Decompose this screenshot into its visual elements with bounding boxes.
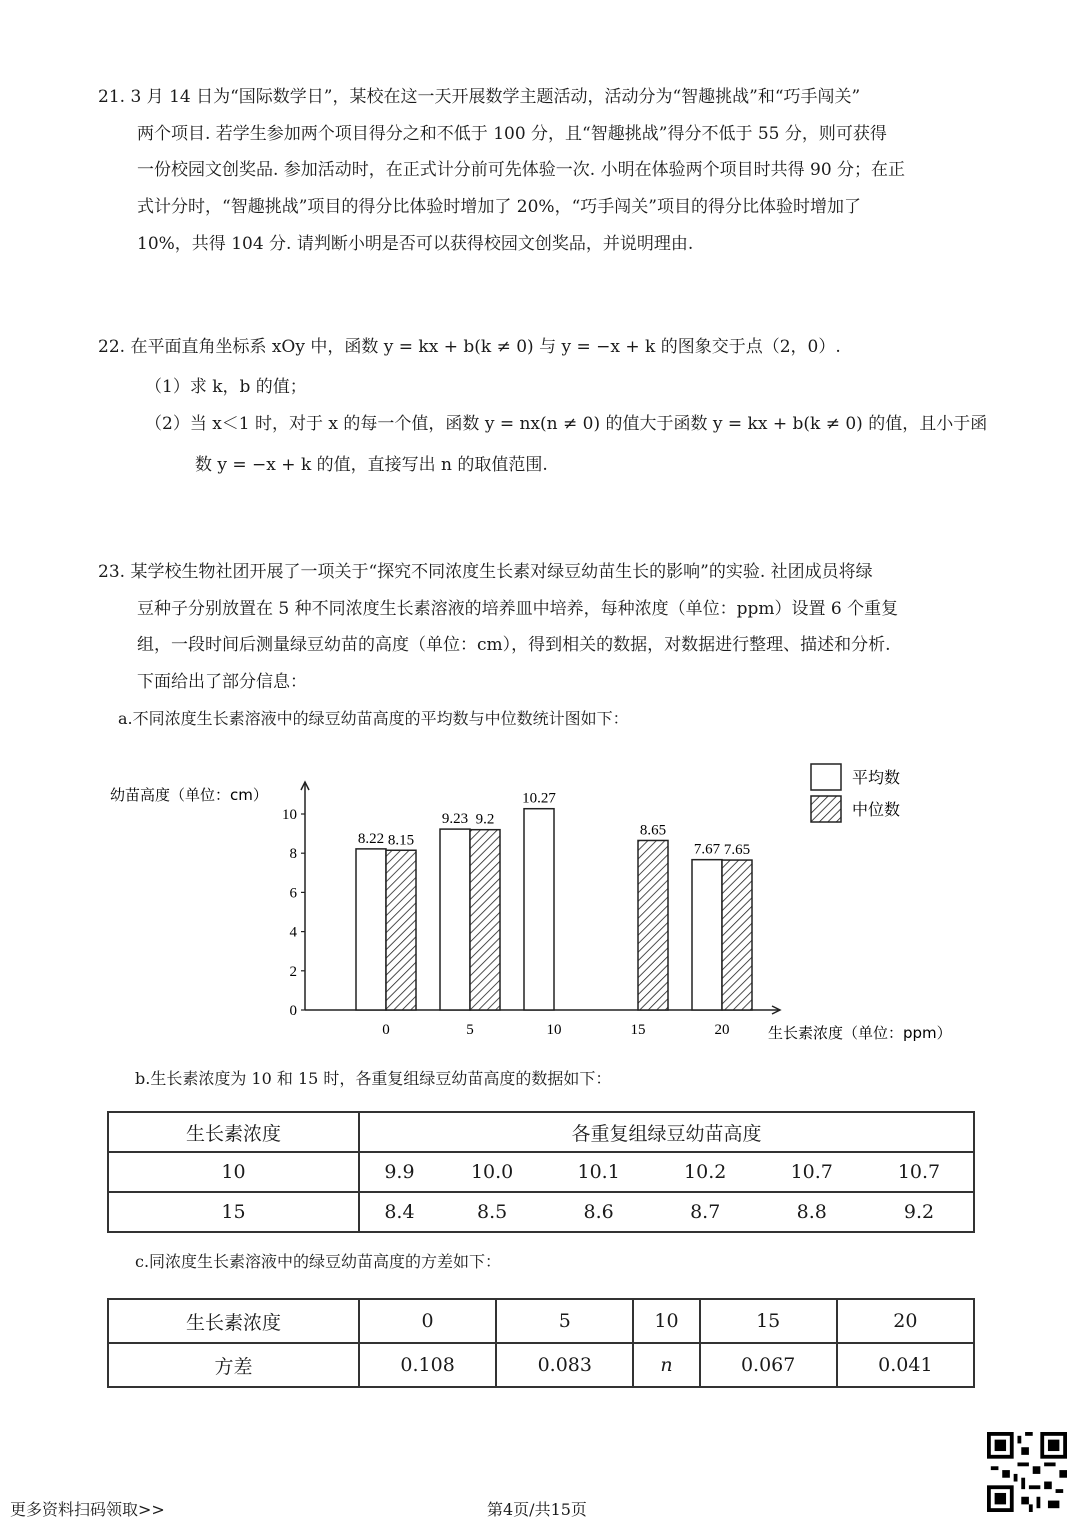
table-cell: 20 — [837, 1299, 974, 1343]
data-label: 10.27 — [522, 790, 556, 807]
q23-line-2: 豆种子分别放置在 5 种不同浓度生长素溶液的培养皿中培养，每种浓度（单位：ppm）设置 6 个重复 — [137, 599, 899, 619]
data-label: 9.23 — [441, 811, 469, 828]
table-cell: 10.1 — [545, 1152, 652, 1192]
q21-line-5: 10%，共得 104 分. 请判断小明是否可以获得校园文创奖品，并说明理由. — [137, 234, 694, 254]
legend-swatch — [811, 796, 841, 822]
table-cell: 0.108 — [359, 1343, 496, 1387]
q23-a-label: a.不同浓度生长素溶液中的绿豆幼苗高度的平均数与中位数统计图如下： — [118, 709, 629, 728]
table-row — [108, 1299, 974, 1343]
x-tick-label: 0 — [382, 1022, 390, 1038]
table-cell: 10.2 — [652, 1152, 759, 1192]
y-tick-label: 2 — [289, 963, 297, 980]
table-b — [107, 1111, 975, 1233]
data-label: 7.67 — [693, 841, 721, 858]
table-c — [107, 1298, 975, 1388]
x-tick-label: 15 — [630, 1022, 646, 1038]
mean-bar — [440, 829, 470, 1010]
median-bar — [722, 860, 752, 1010]
q22-part-1: （1）求 k，b 的值； — [145, 377, 307, 397]
table-cell: 8.5 — [439, 1192, 546, 1232]
legend-label: 平均数 — [852, 768, 901, 787]
table-b-row-label: 10 — [108, 1152, 359, 1192]
q23-b-label: b.生长素浓度为 10 和 15 时，各重复组绿豆幼苗高度的数据如下： — [135, 1069, 612, 1088]
table-cell: 8.6 — [545, 1192, 652, 1232]
q22-part-2: （2）当 x＜1 时，对于 x 的每一个值，函数 y = nx(n ≠ 0) 的值大于函数 y = kx + b(k ≠ 0) 的值，且小于函 — [145, 414, 988, 434]
q22-line-1: 22. 在平面直角坐标系 xOy 中，函数 y = kx + b(k ≠ 0) 与 y = −x + k 的图象交于点（2，0）. — [98, 337, 841, 357]
bar-chart — [100, 760, 1000, 1060]
table-b-header-right: 各重复组绿豆幼苗高度 — [359, 1112, 974, 1152]
table-c-header: 生长素浓度 — [108, 1299, 359, 1343]
mean-bar — [524, 809, 554, 1010]
x-tick-label: 10 — [546, 1022, 562, 1038]
table-cell: 0.041 — [837, 1343, 974, 1387]
q21-line-1: 21. 3 月 14 日为“国际数学日”，某校在这一天开展数学主题活动，活动分为“智趣挑战”和“巧手闯关” — [98, 87, 861, 107]
data-label: 7.65 — [723, 842, 751, 859]
data-label: 8.22 — [357, 830, 385, 847]
table-cell: 0 — [359, 1299, 496, 1343]
y-tick-label: 8 — [289, 846, 297, 863]
table-row — [108, 1152, 974, 1192]
qr-code-icon[interactable] — [987, 1432, 1067, 1512]
q21-line-3: 一份校园文创奖品. 参加活动时，在正式计分前可先体验一次. 小明在体验两个项目时共得 90 分；在正 — [137, 160, 906, 180]
table-cell: 9.9 — [359, 1152, 439, 1192]
table-c-row-label: 方差 — [108, 1343, 359, 1387]
table-row — [108, 1343, 974, 1387]
table-cell: 10.7 — [758, 1152, 865, 1192]
q21-line-4: 式计分时，“智趣挑战”项目的得分比体验时增加了 20%，“巧手闯关”项目的得分比体验时增加了 — [137, 197, 861, 217]
table-cell: 8.4 — [359, 1192, 439, 1232]
q22-part-2-cont: 数 y = −x + k 的值，直接写出 n 的取值范围. — [195, 455, 548, 475]
mean-bar — [356, 849, 386, 1010]
legend-label: 中位数 — [852, 800, 901, 819]
median-bar — [470, 830, 500, 1010]
x-tick-label: 20 — [714, 1022, 730, 1038]
y-tick-label: 0 — [289, 1003, 297, 1019]
q23-line-3: 组，一段时间后测量绿豆幼苗的高度（单位：cm），得到相关的数据，对数据进行整理、描述和分析. — [137, 635, 891, 655]
page-number: 第4页/共15页 — [487, 1500, 587, 1519]
y-tick-label: 10 — [282, 807, 297, 823]
median-bar — [386, 850, 416, 1010]
q23-line-1: 23. 某学校生物社团开展了一项关于“探究不同浓度生长素对绿豆幼苗生长的影响”的实验. 社团成员将绿 — [98, 562, 873, 582]
table-cell: 8.8 — [758, 1192, 865, 1232]
table-b-header-left: 生长素浓度 — [108, 1112, 359, 1152]
y-tick-label: 6 — [289, 885, 297, 902]
table-b-row-label: 15 — [108, 1192, 359, 1232]
data-label: 8.65 — [639, 822, 667, 839]
table-cell: 10.7 — [865, 1152, 974, 1192]
data-label: 9.2 — [475, 811, 495, 828]
table-cell: n — [633, 1343, 699, 1387]
y-tick-label: 4 — [289, 924, 297, 941]
y-axis-label: 幼苗高度（单位：cm） — [110, 786, 268, 804]
q23-c-label: c.同浓度生长素溶液中的绿豆幼苗高度的方差如下： — [135, 1252, 502, 1271]
table-cell: 10 — [633, 1299, 699, 1343]
median-bar — [638, 840, 668, 1010]
data-label: 8.15 — [387, 832, 415, 849]
mean-bar — [692, 860, 722, 1010]
q23-line-4: 下面给出了部分信息： — [137, 672, 307, 692]
x-tick-label: 5 — [466, 1022, 474, 1038]
table-cell: 10.0 — [439, 1152, 546, 1192]
table-row — [108, 1192, 974, 1232]
footer-link[interactable]: 更多资料扫码领取>> — [10, 1500, 165, 1519]
table-cell: 0.067 — [700, 1343, 837, 1387]
table-cell: 9.2 — [865, 1192, 974, 1232]
table-cell: 8.7 — [652, 1192, 759, 1232]
legend-swatch — [811, 764, 841, 790]
table-cell: 5 — [496, 1299, 633, 1343]
x-axis-label: 生长素浓度（单位：ppm） — [768, 1024, 952, 1042]
q21-line-2: 两个项目. 若学生参加两个项目得分之和不低于 100 分，且“智趣挑战”得分不低于 55 分，则可获得 — [137, 124, 887, 144]
table-cell: 15 — [700, 1299, 837, 1343]
table-cell: 0.083 — [496, 1343, 633, 1387]
